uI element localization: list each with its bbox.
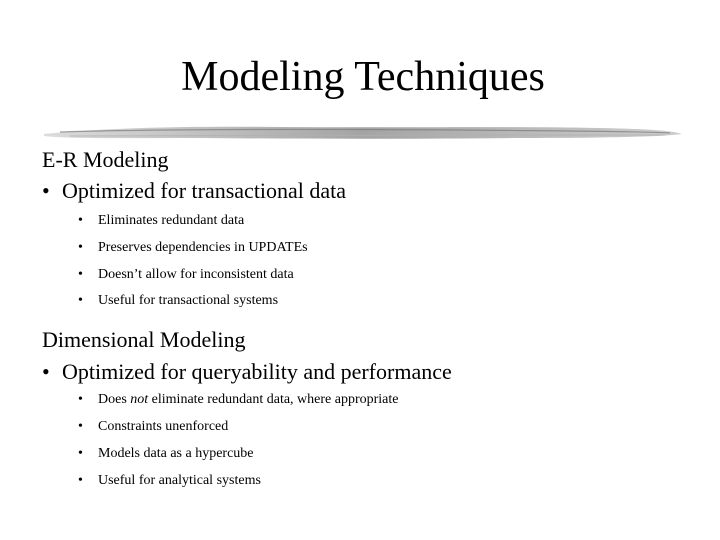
emphasis-prefix: Does: [98, 392, 131, 407]
subpoint-text: Optimized for transactional data: [62, 178, 347, 203]
list-item-text: Doesn’t allow for inconsistent data: [98, 267, 294, 282]
list-item: [78, 445, 254, 463]
bullet-icon: •: [78, 446, 83, 461]
list-item: [78, 212, 244, 230]
bullet-icon: •: [78, 267, 83, 282]
bullet-icon: •: [78, 473, 83, 488]
subpoint-dimensional: [42, 359, 452, 385]
slide-title: Modeling Techniques: [181, 54, 545, 100]
emphasis-word: not: [130, 392, 149, 407]
title-divider-brush-stroke: [40, 122, 685, 144]
bullet-icon: •: [78, 213, 83, 228]
subpoint-text: Optimized for queryability and performance: [62, 359, 452, 384]
list-item: [78, 391, 399, 409]
list-item-text: Useful for analytical systems: [98, 473, 261, 488]
bullet-icon: •: [78, 392, 83, 407]
section-heading-dimensional-modeling: Dimensional Modeling: [42, 327, 246, 352]
list-item: [78, 266, 294, 284]
list-item: [78, 472, 261, 490]
list-item: [78, 239, 308, 257]
list-item-text: Models data as a hypercube: [98, 446, 254, 461]
list-item-text: Preserves dependencies in UPDATEs: [98, 240, 308, 255]
list-item: [78, 292, 278, 310]
bullet-icon: •: [78, 419, 83, 434]
list-item-text: Useful for transactional systems: [98, 293, 279, 308]
bullet-icon: •: [78, 240, 83, 255]
section-heading-er-modeling: E-R Modeling: [42, 147, 169, 172]
subpoint-er: [42, 178, 346, 204]
list-item-text: Eliminates redundant data: [98, 213, 245, 228]
bullet-icon: •: [78, 293, 83, 308]
list-item-text: Constraints unenforced: [98, 419, 229, 434]
list-item: [78, 418, 228, 436]
bullet-icon: •: [42, 359, 50, 384]
bullet-icon: •: [42, 178, 50, 203]
list-item-text: [98, 392, 399, 407]
list-item-rest: eliminate redundant data, where appropriate: [148, 392, 399, 407]
